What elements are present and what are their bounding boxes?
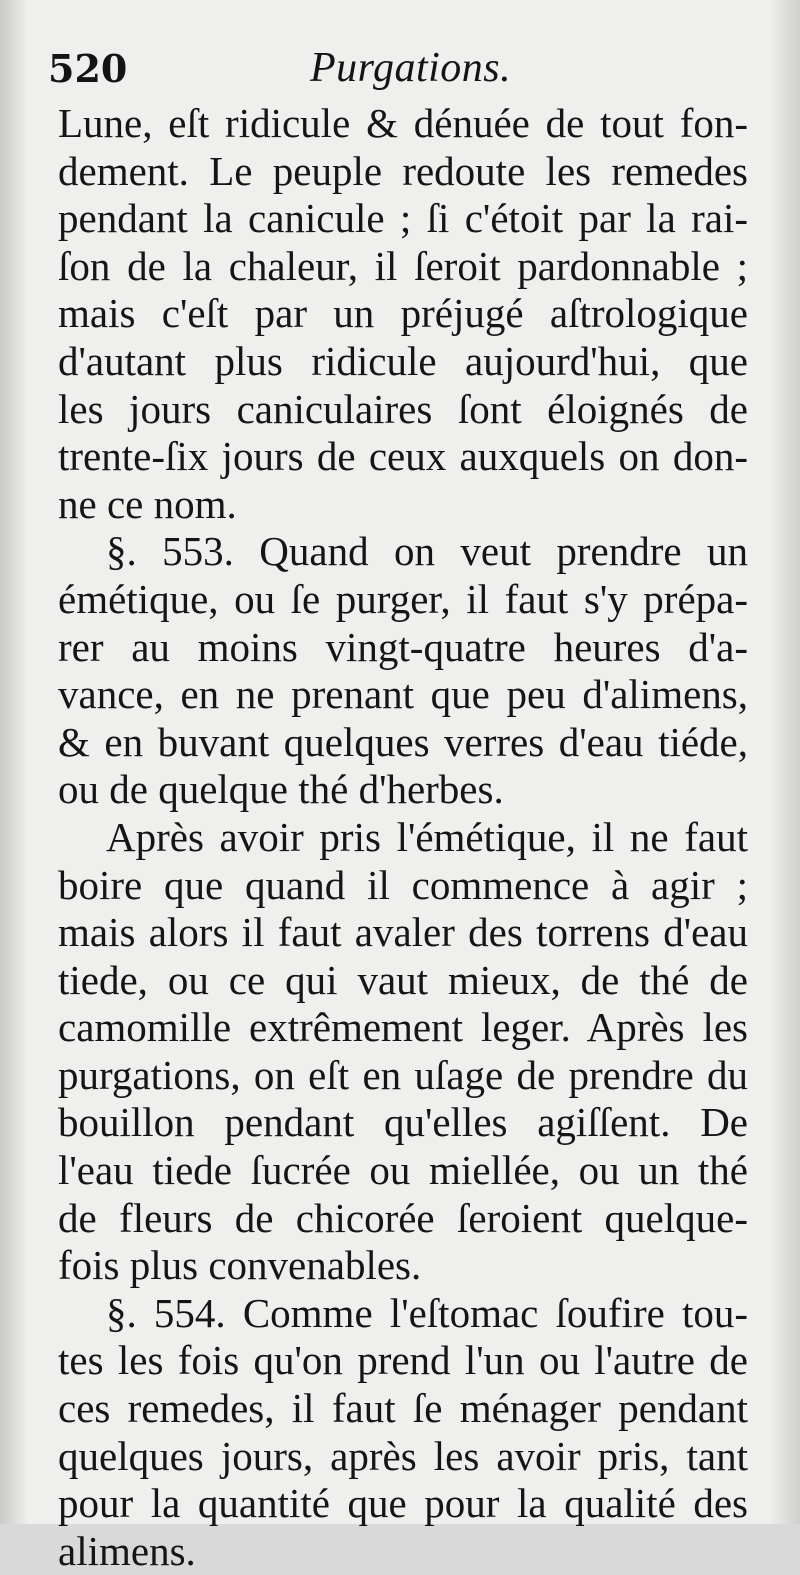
section-554-start: §. 554. Comme l'eſtomac ſoufire tou- [106,1289,748,1336]
text-line: trente-ſix jours de ceux auxquels on don- [58,433,748,480]
text-line: vance, en ne prenant que peu d'alimens, [58,671,748,718]
text-line: émétique, ou ſe purger, il faut s'y prépa- [58,575,748,622]
body-text [58,100,748,1575]
text-line: les jours caniculaires ſont éloignés de [58,385,748,432]
paragraph-start-line: Après avoir pris l'émétique, il ne faut [106,813,748,860]
page-number: 520 [48,46,128,91]
text-line: tes les fois qu'on prend l'un ou l'autre de [58,1337,748,1384]
paragraph-end-line: ou de quelque thé d'herbes. [58,766,504,813]
text-line: dement. Le peuple redoute les remedes [58,147,748,194]
text-line: camomille extrêmement leger. Après les [58,1004,748,1051]
text-line: boire que quand il commence à agir ; [58,861,748,908]
text-line: d'autant plus ridicule aujourd'hui, que [58,337,748,384]
text-line: quelques jours, après les avoir pris, tant [58,1432,748,1479]
page-gutter-shadow [0,0,28,1524]
running-title: Purgations. [310,45,512,91]
text-line: bouillon pendant qu'elles agiſſent. De [58,1099,748,1146]
text-line: mais c'eſt par un préjugé aſtrologique [58,290,748,337]
section-553-start: §. 553. Quand on veut prendre un [106,528,748,575]
paragraph-end-line: alimens. [58,1527,196,1574]
text-line: pour la quantité que pour la qualité des [58,1480,748,1527]
text-line: Lune, eſt ridicule & dénuée de tout fon- [58,100,748,146]
text-line: tiede, ou ce qui vaut mieux, de thé de [58,956,748,1003]
text-line: & en buvant quelques verres d'eau tiéde, [58,718,748,765]
paragraph-end-line: ne ce nom. [58,480,237,527]
text-line: ces remedes, il faut ſe ménager pendant [58,1385,748,1432]
text-line: l'eau tiede ſucrée ou miellée, ou un thé [58,1147,748,1194]
text-line: de fleurs de chicorée ſeroient quelque- [58,1194,748,1241]
page-edge-shadow [770,0,800,1524]
text-line: purgations, on eſt en uſage de prendre du [58,1051,748,1098]
page-header [48,40,768,100]
text-line: rer au moins vingt-quatre heures d'a- [58,623,748,670]
text-line: ſon de la chaleur, il ſeroit pardonnable ; [58,242,748,289]
text-line: pendant la canicule ; ſi c'étoit par la rai- [58,195,748,242]
text-line: mais alors il faut avaler des torrens d'eau [58,909,748,956]
paragraph-end-line: fois plus convenables. [58,1242,422,1289]
